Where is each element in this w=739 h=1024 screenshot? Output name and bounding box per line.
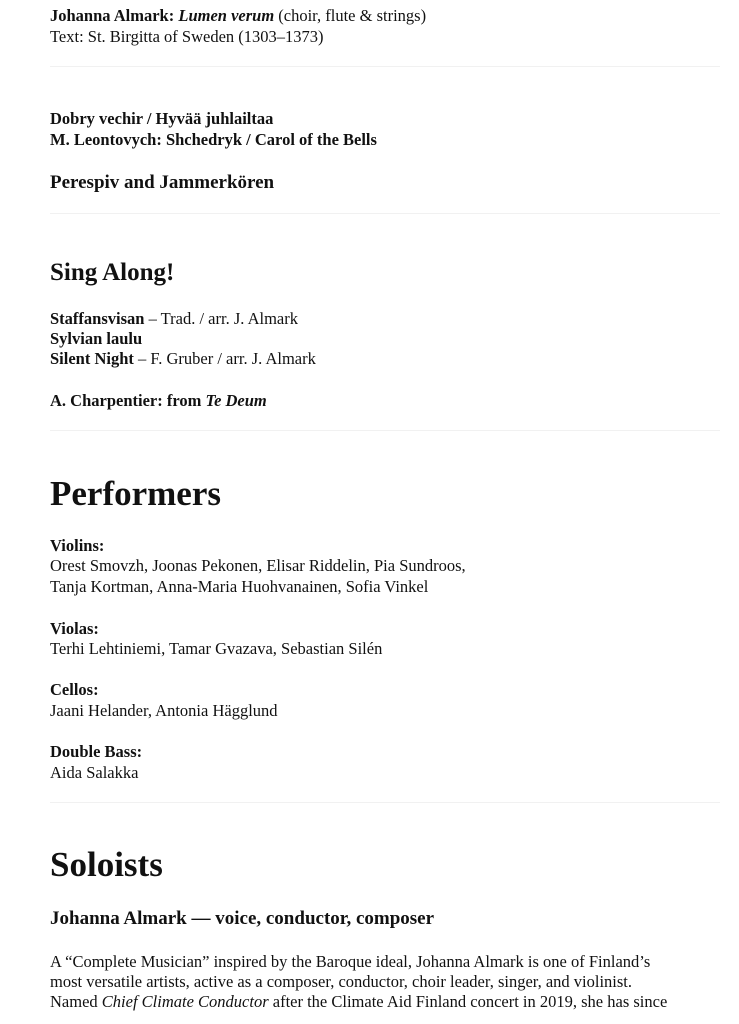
program-item-shchedryk: M. Leontovych: Shchedryk / Carol of the Bells [50,130,377,149]
section-label-double-bass: Double Bass: [50,742,143,761]
song-title: Sylvian laulu [50,329,143,348]
sing-along-item [50,329,142,350]
bio-title: Chief Climate Conductor [101,992,269,1011]
composer-prefix: A. Charpentier: from [50,391,206,410]
program-item-te-deum [50,391,267,412]
song-title: Silent Night [50,349,134,368]
soloist-bio-line: most versatile artists, active as a composer, conductor, choir leader, singer, and violinist. [50,972,633,991]
sing-along-item [50,309,298,330]
soloist-bio-line: A “Complete Musician” inspired by the Baroque ideal, Johanna Almark is one of Finland’s [50,952,651,971]
song-credit: – Trad. / arr. J. Almark [144,309,298,328]
section-label-violins: Violins: [50,536,105,555]
bio-text: after the Climate Aid Finland concert in 2019, she has since [268,992,668,1011]
soloists-heading: Soloists [50,845,163,884]
section-divider [50,213,720,214]
work-scoring: (choir, flute & strings) [274,6,427,25]
section-divider [50,430,720,431]
bio-text: Named [50,992,102,1011]
soloist-name: Johanna Almark — voice, conductor, composer [50,908,435,929]
work-title: Lumen verum [178,6,275,25]
section-label-cellos: Cellos: [50,680,99,699]
section-divider [50,66,720,67]
work-title: Te Deum [205,391,267,410]
program-item-lumen-verum [50,6,426,27]
performer-names: Orest Smovzh, Joonas Pekonen, Elisar Riddelin, Pia Sundroos, [50,556,466,575]
song-title: Staffansvisan [50,309,145,328]
soloist-bio-line [50,992,667,1013]
program-item-dobry-vechir: Dobry vechir / Hyvää juhlailtaa [50,109,274,128]
choir-performers: Perespiv and Jammerkören [50,172,275,193]
song-credit: – F. Gruber / arr. J. Almark [133,349,316,368]
composer-name: Johanna Almark: [50,6,175,25]
sing-along-heading: Sing Along! [50,259,175,286]
performer-names: Aida Salakka [50,763,139,782]
sing-along-item [50,349,316,370]
performers-heading: Performers [50,474,221,513]
section-label-violas: Violas: [50,619,99,638]
performer-names: Tanja Kortman, Anna-Maria Huohvanainen, Sofia Vinkel [50,577,429,596]
performer-names: Jaani Helander, Antonia Hägglund [50,701,278,720]
performer-names: Terhi Lehtiniemi, Tamar Gvazava, Sebastian Silén [50,639,383,658]
section-divider [50,802,720,803]
text-credit: Text: St. Birgitta of Sweden (1303–1373) [50,27,324,46]
